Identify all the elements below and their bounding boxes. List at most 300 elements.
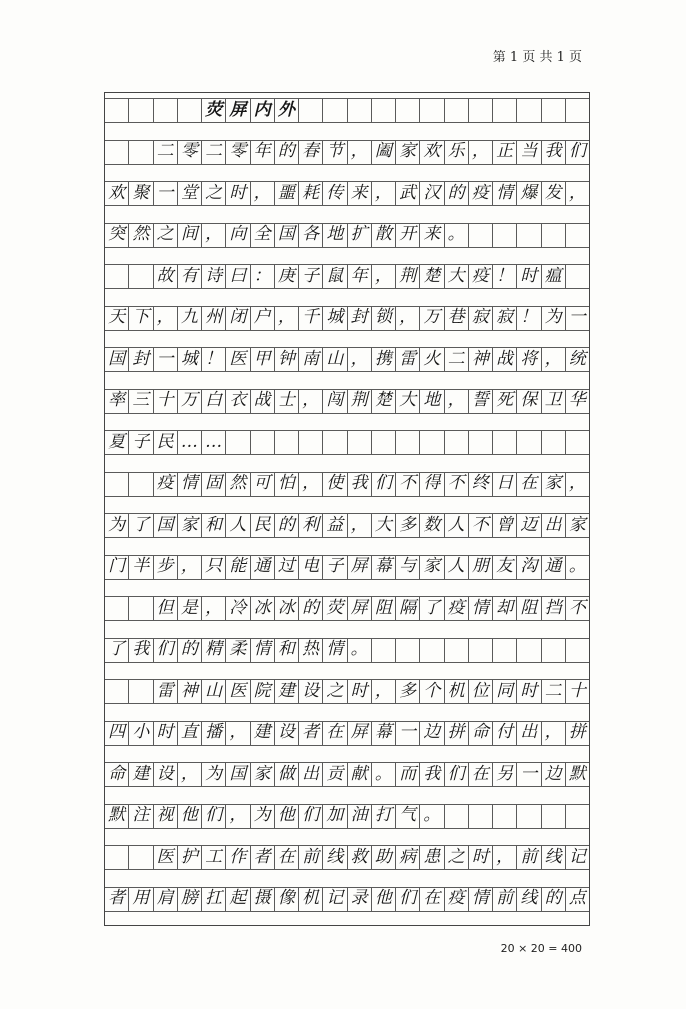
- row-bottom-line: [105, 247, 589, 248]
- grid-cell: 病: [395, 845, 419, 869]
- grid-cell: 屏: [347, 596, 371, 620]
- grid-cell: 摄: [250, 887, 274, 911]
- grid-cell: 疫: [468, 181, 492, 205]
- grid-cell: [516, 430, 540, 454]
- grid-cell: [298, 430, 322, 454]
- grid-cell: ！: [201, 347, 225, 371]
- grid-cell: 加: [322, 804, 346, 828]
- grid-cell: 固: [201, 472, 225, 496]
- grid-cell: [322, 430, 346, 454]
- grid-cell: 欢: [108, 182, 126, 203]
- grid-cell: 用: [128, 887, 152, 911]
- grid-cell: 。: [444, 223, 468, 247]
- grid-cell: ，: [371, 679, 395, 703]
- grid-cell: [395, 638, 419, 662]
- grid-row: [105, 181, 589, 205]
- grid-cell: 衣: [225, 389, 249, 413]
- grid-cell: ，: [371, 264, 395, 288]
- grid-cell: 为: [250, 804, 274, 828]
- grid-cell: 年: [250, 140, 274, 164]
- grid-cell: [492, 430, 516, 454]
- grid-cell: 不: [565, 596, 589, 620]
- grid-cell: 万: [419, 306, 443, 330]
- grid-cell: ，: [347, 347, 371, 371]
- grid-cell: 日: [492, 472, 516, 496]
- grid-cell: [468, 98, 492, 122]
- grid-cell: 诗: [201, 264, 225, 288]
- grid-cell: 者: [108, 888, 126, 908]
- row-bottom-line: [105, 911, 589, 912]
- grid-cell: 然: [225, 472, 249, 496]
- grid-cell: 十: [153, 389, 177, 413]
- grid-cell: ，: [201, 223, 225, 247]
- grid-cell: [105, 845, 128, 869]
- grid-cell: 大: [444, 264, 468, 288]
- row-bottom-line: [105, 496, 589, 497]
- grid-cell: [468, 223, 492, 247]
- grid-cell: [468, 430, 492, 454]
- grid-cell: 情: [250, 638, 274, 662]
- grid-cell: 人: [444, 513, 468, 537]
- grid-cell: 保: [516, 389, 540, 413]
- grid-cell: 散: [371, 223, 395, 247]
- grid-cell: 前: [516, 845, 540, 869]
- grid-cell: 小: [128, 721, 152, 745]
- grid-cell: 传: [322, 181, 346, 205]
- grid-cell: 做: [274, 762, 298, 786]
- grid-cell: 死: [492, 389, 516, 413]
- grid-cell: 出: [516, 721, 540, 745]
- grid-cell: 朋: [468, 555, 492, 579]
- grid-cell: 得: [419, 472, 443, 496]
- grid-cell: 设: [298, 679, 322, 703]
- grid-cell: 播: [201, 721, 225, 745]
- grid-cell: 设: [274, 721, 298, 745]
- grid-cell: [565, 223, 589, 247]
- grid-cell: 三: [128, 389, 152, 413]
- grid-cell: 。: [565, 555, 589, 579]
- grid-cell: 者: [250, 845, 274, 869]
- grid-cell: 位: [468, 679, 492, 703]
- grid-row: [105, 98, 589, 122]
- grid-cell: 者: [298, 721, 322, 745]
- grid-cell: 前: [298, 845, 322, 869]
- grid-cell: 间: [177, 223, 201, 247]
- row-bottom-line: [105, 745, 589, 746]
- row-bottom-line: [105, 703, 589, 704]
- grid-cell: 过: [274, 555, 298, 579]
- grid-cell: 不: [395, 472, 419, 496]
- row-bottom-line: [105, 205, 589, 206]
- grid-cell: 肩: [153, 887, 177, 911]
- grid-cell: [541, 223, 565, 247]
- grid-cell: [468, 638, 492, 662]
- grid-cell: 战: [492, 347, 516, 371]
- grid-cell: [395, 430, 419, 454]
- grid-cell: ：: [250, 264, 274, 288]
- grid-cell: 四: [108, 722, 126, 742]
- grid-cell: 气: [395, 804, 419, 828]
- grid-row: [105, 804, 589, 828]
- grid-cell: 与: [395, 555, 419, 579]
- grid-cell: 记: [322, 887, 346, 911]
- grid-cell: 命: [468, 721, 492, 745]
- grid-cell: …: [201, 430, 225, 454]
- grid-cell: 雷: [395, 347, 419, 371]
- grid-cell: 情: [177, 472, 201, 496]
- grid-cell: 寂: [492, 306, 516, 330]
- grid-cell: 发: [541, 181, 565, 205]
- page-label: 第 1 页 共 1 页: [492, 50, 582, 65]
- grid-spec-footer: 20 × 20 = 400: [500, 942, 582, 955]
- grid-cell: 我: [347, 472, 371, 496]
- grid-cell: 使: [322, 472, 346, 496]
- grid-cell: 冰: [274, 596, 298, 620]
- grid-cell: 九: [177, 306, 201, 330]
- grid-cell: [128, 679, 152, 703]
- grid-cell: 人: [444, 555, 468, 579]
- grid-cell: 之: [322, 679, 346, 703]
- grid-cell: 默: [108, 805, 126, 825]
- grid-cell: 外: [274, 98, 298, 122]
- grid-cell: 们: [201, 804, 225, 828]
- grid-cell: 城: [322, 306, 346, 330]
- grid-cell: 时: [468, 845, 492, 869]
- grid-cell: 夏: [108, 431, 126, 452]
- grid-cell: 州: [201, 306, 225, 330]
- grid-cell: 拼: [444, 721, 468, 745]
- grid-cell: [468, 804, 492, 828]
- grid-cell: 耗: [298, 181, 322, 205]
- grid-cell: 建: [274, 679, 298, 703]
- row-bottom-line: [105, 537, 589, 538]
- grid-cell: ，: [298, 472, 322, 496]
- grid-cell: 锁: [371, 306, 395, 330]
- grid-cell: 前: [492, 887, 516, 911]
- grid-cell: 我: [128, 638, 152, 662]
- grid-cell: [347, 430, 371, 454]
- grid-cell: 国: [274, 223, 298, 247]
- grid-cell: 的: [274, 140, 298, 164]
- grid-cell: 神: [468, 347, 492, 371]
- row-bottom-line: [105, 662, 589, 663]
- grid-cell: 节: [322, 140, 346, 164]
- row-bottom-line: [105, 413, 589, 414]
- grid-cell: 膀: [177, 887, 201, 911]
- grid-cell: 士: [274, 389, 298, 413]
- grid-cell: 的: [298, 596, 322, 620]
- grid-cell: [274, 430, 298, 454]
- grid-cell: 故: [153, 264, 177, 288]
- grid-cell: 屏: [347, 721, 371, 745]
- grid-cell: 在: [516, 472, 540, 496]
- grid-cell: 像: [274, 887, 298, 911]
- grid-cell: 门: [108, 556, 126, 576]
- grid-cell: 能: [225, 555, 249, 579]
- grid-row: [105, 679, 589, 703]
- grid-cell: [444, 638, 468, 662]
- grid-cell: 鼠: [322, 264, 346, 288]
- grid-cell: 线: [322, 845, 346, 869]
- grid-cell: 之: [201, 181, 225, 205]
- grid-cell: 为: [541, 306, 565, 330]
- grid-cell: ，: [153, 306, 177, 330]
- grid-cell: [395, 98, 419, 122]
- grid-cell: 命: [108, 763, 126, 784]
- grid-cell: 多: [395, 513, 419, 537]
- grid-cell: 闭: [225, 306, 249, 330]
- grid-cell: 巷: [444, 306, 468, 330]
- grid-cell: 二: [201, 140, 225, 164]
- grid-cell: 家: [250, 762, 274, 786]
- grid-cell: [298, 98, 322, 122]
- grid-cell: 地: [419, 389, 443, 413]
- grid-row: [105, 555, 589, 579]
- grid-cell: 地: [322, 223, 346, 247]
- grid-cell: ，: [371, 181, 395, 205]
- grid-cell: 年: [347, 264, 371, 288]
- grid-cell: 录: [347, 887, 371, 911]
- grid-row: [105, 887, 589, 911]
- grid-cell: [492, 223, 516, 247]
- grid-cell: 汉: [419, 181, 443, 205]
- grid-cell: 一: [153, 347, 177, 371]
- grid-cell: 作: [225, 845, 249, 869]
- grid-cell: 千: [298, 306, 322, 330]
- grid-cell: 乐: [444, 140, 468, 164]
- grid-cell: 子: [298, 264, 322, 288]
- grid-cell: 爆: [516, 181, 540, 205]
- grid-cell: 雷: [153, 679, 177, 703]
- grid-cell: ，: [201, 596, 225, 620]
- grid-cell: 之: [444, 845, 468, 869]
- grid-row: [105, 721, 589, 745]
- grid-row: [105, 264, 589, 288]
- grid-cell: 万: [177, 389, 201, 413]
- grid-cell: ，: [468, 140, 492, 164]
- grid-cell: 们: [444, 762, 468, 786]
- grid-cell: 挡: [541, 596, 565, 620]
- grid-cell: 国: [153, 513, 177, 537]
- grid-cell: [128, 264, 152, 288]
- grid-cell: 曰: [225, 264, 249, 288]
- grid-cell: 庚: [274, 264, 298, 288]
- grid-cell: 阖: [371, 140, 395, 164]
- grid-cell: 却: [492, 596, 516, 620]
- grid-cell: 二: [541, 679, 565, 703]
- grid-cell: 设: [153, 762, 177, 786]
- grid-cell: 屏: [225, 98, 249, 122]
- grid-cell: 付: [492, 721, 516, 745]
- grid-cell: [516, 804, 540, 828]
- grid-row: [105, 596, 589, 620]
- grid-cell: 救: [347, 845, 371, 869]
- grid-cell: 国: [108, 348, 126, 369]
- grid-cell: 电: [298, 555, 322, 579]
- grid-cell: 家: [177, 513, 201, 537]
- grid-cell: 线: [516, 887, 540, 911]
- grid-cell: ，: [225, 721, 249, 745]
- grid-cell: 内: [250, 98, 274, 122]
- grid-cell: 荧: [201, 98, 225, 122]
- grid-row: [105, 430, 589, 454]
- grid-cell: [492, 638, 516, 662]
- grid-cell: 起: [225, 887, 249, 911]
- grid-cell: 视: [153, 804, 177, 828]
- grid-cell: 怕: [274, 472, 298, 496]
- grid-cell: 医: [225, 679, 249, 703]
- grid-cell: 患: [419, 845, 443, 869]
- grid-cell: 油: [347, 804, 371, 828]
- grid-cell: 直: [177, 721, 201, 745]
- grid-cell: 有: [177, 264, 201, 288]
- grid-cell: 大: [395, 389, 419, 413]
- grid-cell: 默: [565, 762, 589, 786]
- grid-cell: 家: [419, 555, 443, 579]
- grid-cell: 十: [565, 679, 589, 703]
- grid-cell: 战: [250, 389, 274, 413]
- grid-cell: 武: [395, 181, 419, 205]
- row-bottom-line: [105, 122, 589, 123]
- grid-cell: [541, 98, 565, 122]
- grid-cell: 一: [565, 306, 589, 330]
- grid-cell: [565, 804, 589, 828]
- grid-cell: 护: [177, 845, 201, 869]
- grid-cell: 阻: [516, 596, 540, 620]
- grid-cell: 各: [298, 223, 322, 247]
- grid-cell: 们: [395, 887, 419, 911]
- grid-cell: 时: [516, 264, 540, 288]
- grid-cell: 献: [347, 762, 371, 786]
- grid-cell: 二: [444, 347, 468, 371]
- grid-cell: 助: [371, 845, 395, 869]
- grid-cell: 之: [153, 223, 177, 247]
- grid-cell: 国: [225, 762, 249, 786]
- grid-cell: 柔: [225, 638, 249, 662]
- grid-cell: 他: [274, 804, 298, 828]
- grid-cell: [541, 638, 565, 662]
- grid-cell: 二: [153, 140, 177, 164]
- grid-cell: 情: [468, 887, 492, 911]
- grid-cell: 携: [371, 347, 395, 371]
- grid-cell: ，: [565, 181, 589, 205]
- grid-cell: [444, 804, 468, 828]
- grid-cell: 大: [371, 513, 395, 537]
- grid-cell: ，: [395, 306, 419, 330]
- grid-cell: 是: [177, 596, 201, 620]
- grid-cell: ，: [250, 181, 274, 205]
- grid-cell: 当: [516, 140, 540, 164]
- grid-cell: 可: [250, 472, 274, 496]
- grid-cell: 一: [153, 181, 177, 205]
- grid-row: [105, 472, 589, 496]
- grid-cell: 零: [177, 140, 201, 164]
- grid-cell: 城: [177, 347, 201, 371]
- grid-cell: 向: [225, 223, 249, 247]
- grid-cell: 统: [565, 347, 589, 371]
- grid-cell: 机: [444, 679, 468, 703]
- grid-cell: ，: [444, 389, 468, 413]
- grid-cell: 的: [274, 513, 298, 537]
- grid-cell: 神: [177, 679, 201, 703]
- grid-cell: [565, 98, 589, 122]
- grid-cell: 热: [298, 638, 322, 662]
- grid-cell: 家: [395, 140, 419, 164]
- grid-cell: 疫: [444, 596, 468, 620]
- grid-cell: 荧: [322, 596, 346, 620]
- grid-cell: 时: [516, 679, 540, 703]
- manuscript-grid: [104, 92, 590, 926]
- row-bottom-line: [105, 371, 589, 372]
- grid-row: [105, 513, 589, 537]
- row-bottom-line: [105, 869, 589, 870]
- grid-cell: 益: [322, 513, 346, 537]
- grid-cell: 医: [225, 347, 249, 371]
- grid-cell: 打: [371, 804, 395, 828]
- grid-cell: ，: [492, 845, 516, 869]
- grid-cell: ，: [274, 306, 298, 330]
- grid-cell: 通: [541, 555, 565, 579]
- grid-cell: 利: [298, 513, 322, 537]
- grid-cell: 点: [565, 887, 589, 911]
- grid-row: [105, 389, 589, 413]
- grid-cell: 们: [565, 140, 589, 164]
- grid-cell: ！: [492, 264, 516, 288]
- row-bottom-line: [105, 454, 589, 455]
- grid-cell: 一: [516, 762, 540, 786]
- grid-cell: 另: [492, 762, 516, 786]
- grid-cell: 。: [371, 762, 395, 786]
- grid-cell: 们: [298, 804, 322, 828]
- grid-cell: 建: [128, 762, 152, 786]
- grid-cell: 封: [128, 347, 152, 371]
- grid-cell: 民: [250, 513, 274, 537]
- grid-cell: [105, 472, 128, 496]
- grid-cell: [371, 638, 395, 662]
- grid-cell: 和: [201, 513, 225, 537]
- grid-cell: 边: [541, 762, 565, 786]
- grid-cell: [128, 98, 152, 122]
- grid-cell: 为: [108, 514, 126, 535]
- grid-cell: [565, 430, 589, 454]
- grid-cell: 不: [444, 472, 468, 496]
- grid-cell: 堂: [177, 181, 201, 205]
- grid-cell: 为: [201, 762, 225, 786]
- grid-cell: ，: [225, 804, 249, 828]
- grid-cell: [105, 140, 128, 164]
- grid-row: [105, 306, 589, 330]
- grid-cell: 民: [153, 430, 177, 454]
- grid-cell: [516, 223, 540, 247]
- grid-cell: 噩: [274, 181, 298, 205]
- grid-cell: 情: [492, 181, 516, 205]
- grid-cell: ，: [541, 721, 565, 745]
- grid-cell: 个: [419, 679, 443, 703]
- grid-row: [105, 638, 589, 662]
- grid-cell: 多: [395, 679, 419, 703]
- grid-cell: 楚: [419, 264, 443, 288]
- grid-cell: 通: [250, 555, 274, 579]
- grid-cell: 疫: [153, 472, 177, 496]
- grid-cell: 火: [419, 347, 443, 371]
- grid-cell: ，: [347, 140, 371, 164]
- row-bottom-line: [105, 828, 589, 829]
- grid-cell: 南: [298, 347, 322, 371]
- grid-cell: 正: [492, 140, 516, 164]
- grid-cell: [371, 430, 395, 454]
- grid-row: [105, 140, 589, 164]
- grid-cell: 沟: [516, 555, 540, 579]
